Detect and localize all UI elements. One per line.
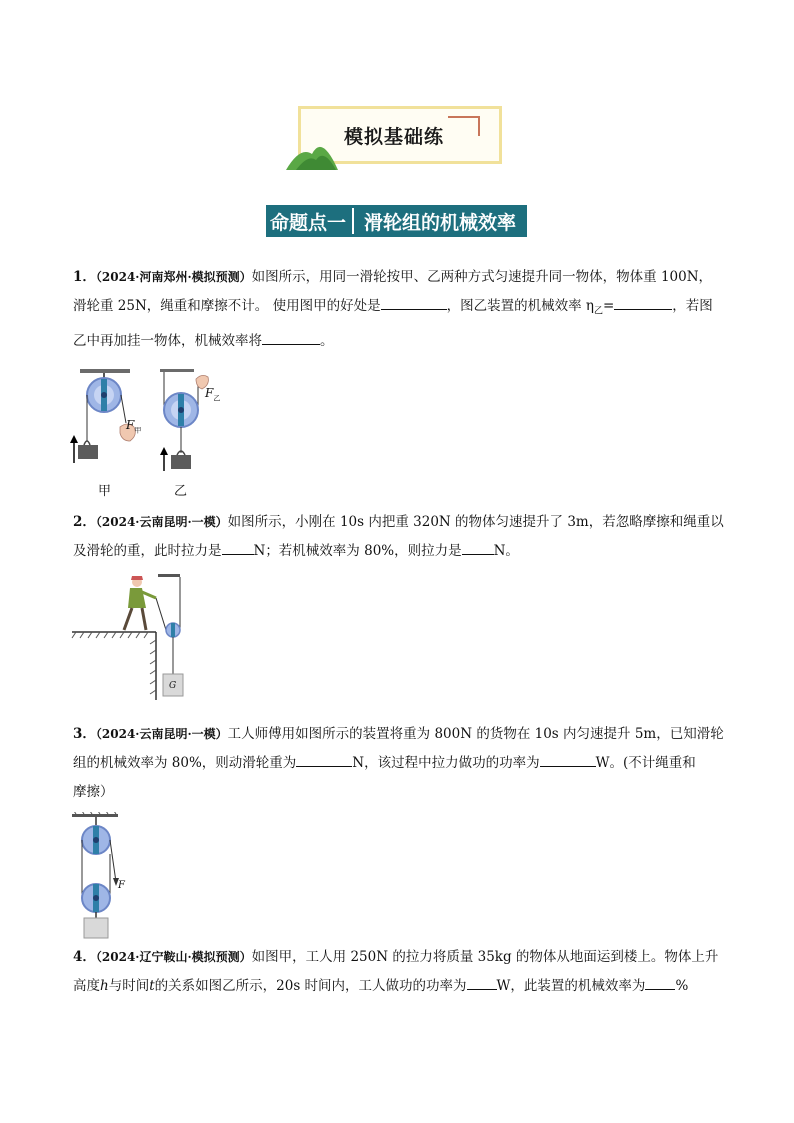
- banner-decoration: [448, 116, 478, 118]
- question-text: 乙中再加挂一物体，机械效率将: [73, 332, 262, 349]
- worker-pulley-figure: [70, 570, 200, 700]
- question-4-line-1: [73, 943, 733, 972]
- answer-blank-2[interactable]: [645, 975, 675, 990]
- variable-h: h: [100, 978, 109, 994]
- question-3-line-3: [73, 778, 733, 807]
- force-label-yi: $F_乙$: [205, 386, 221, 403]
- weight-label: G: [169, 681, 177, 691]
- question-1-line-3: [73, 327, 733, 356]
- question-3-line-1: [73, 720, 733, 749]
- question-text: W，此装置的机械效率为: [496, 978, 646, 994]
- question-text: 组的机械效率为 80%，则动滑轮重为: [73, 755, 297, 771]
- answer-blank-1[interactable]: [296, 752, 352, 767]
- question-text: 与时间: [108, 978, 150, 994]
- question-text: 摩擦）: [73, 784, 114, 800]
- question-text: =: [602, 298, 615, 314]
- question-source: （2024·云南昆明·一模）: [95, 515, 228, 529]
- question-text: %: [675, 978, 689, 994]
- question-text: N。: [493, 543, 519, 559]
- question-2-line-1: [73, 508, 733, 537]
- question-text: 如图甲，工人用 250N 的拉力将质量 35kg 的物体从地面运到楼上。物体上升: [251, 949, 719, 965]
- question-number: 2．: [73, 514, 96, 530]
- variable-t: t: [149, 978, 155, 994]
- question-text: 高度: [73, 978, 100, 994]
- force-label-jia: $F_甲$: [126, 418, 142, 435]
- question-4-line-2: [73, 972, 733, 1001]
- answer-blank-1[interactable]: [381, 295, 447, 310]
- question-text: 的关系如图乙所示，20s 时间内，工人做功的功率为: [154, 978, 467, 994]
- pulley-block-figure: [70, 812, 140, 942]
- question-text: W。(不计绳重和: [595, 755, 696, 771]
- question-source: （2024·辽宁鞍山·模拟预测）: [95, 950, 252, 964]
- question-text: 滑轮重 25N，绳重和摩擦不计。 使用图甲的好处是: [73, 298, 381, 314]
- question-source: （2024·河南郑州·模拟预测）: [95, 270, 252, 284]
- answer-blank-1[interactable]: [467, 975, 497, 990]
- topic-heading: [266, 205, 527, 237]
- section-banner: [286, 104, 504, 172]
- question-text: 及滑轮的重，此时拉力是: [73, 543, 222, 559]
- question-2-line-2: [73, 537, 733, 566]
- banner-decoration-bar: [478, 116, 480, 136]
- answer-blank-2[interactable]: [614, 295, 672, 310]
- question-text: N；若机械效率为 80%，则拉力是: [253, 543, 462, 559]
- question-2: [73, 508, 733, 566]
- eta-subscript: 乙: [593, 306, 603, 317]
- topic-separator: [352, 208, 354, 234]
- force-label-f: F: [118, 880, 125, 891]
- question-4: [73, 943, 733, 1001]
- question-text: 。: [320, 332, 334, 349]
- question-number: 4．: [73, 949, 96, 965]
- banner-title: 模拟基础练: [344, 126, 445, 148]
- answer-blank-2[interactable]: [462, 540, 494, 555]
- question-1-line-1: [73, 263, 733, 292]
- question-source: （2024·云南昆明·一模）: [95, 727, 228, 741]
- question-1-line-2: [73, 292, 733, 327]
- question-text: 工人师傅用如图所示的装置将重为 800N 的货物在 10s 内匀速提升 5m，已知滑轮: [227, 726, 724, 742]
- question-number: 1．: [73, 269, 96, 285]
- question-text: 如图所示，小刚在 10s 内把重 320N 的物体匀速提升了 3m，若忽略摩擦和绳重以: [227, 514, 724, 530]
- question-text: N，该过程中拉力做功的功率为: [352, 755, 540, 771]
- topic-label: 命题点一: [270, 211, 347, 234]
- question-text: ，图乙装置的机械效率 η: [446, 298, 594, 314]
- topic-title: 滑轮组的机械效率: [364, 211, 517, 234]
- pulley-figure-yi: [158, 365, 238, 475]
- question-3: [73, 720, 733, 807]
- question-number: 3．: [73, 726, 96, 742]
- figure-label-yi: 乙: [174, 484, 188, 499]
- question-text: ，若图: [672, 298, 713, 314]
- question-text: 如图所示，用同一滑轮按甲、乙两种方式匀速提升同一物体，物体重 100N，: [251, 269, 713, 285]
- question-1: [73, 263, 733, 356]
- answer-blank-2[interactable]: [540, 752, 596, 767]
- answer-blank-3[interactable]: [262, 330, 320, 345]
- hills-icon: [286, 104, 346, 174]
- question-3-line-2: [73, 749, 733, 778]
- answer-blank-1[interactable]: [222, 540, 254, 555]
- figure-label-jia: 甲: [98, 484, 112, 499]
